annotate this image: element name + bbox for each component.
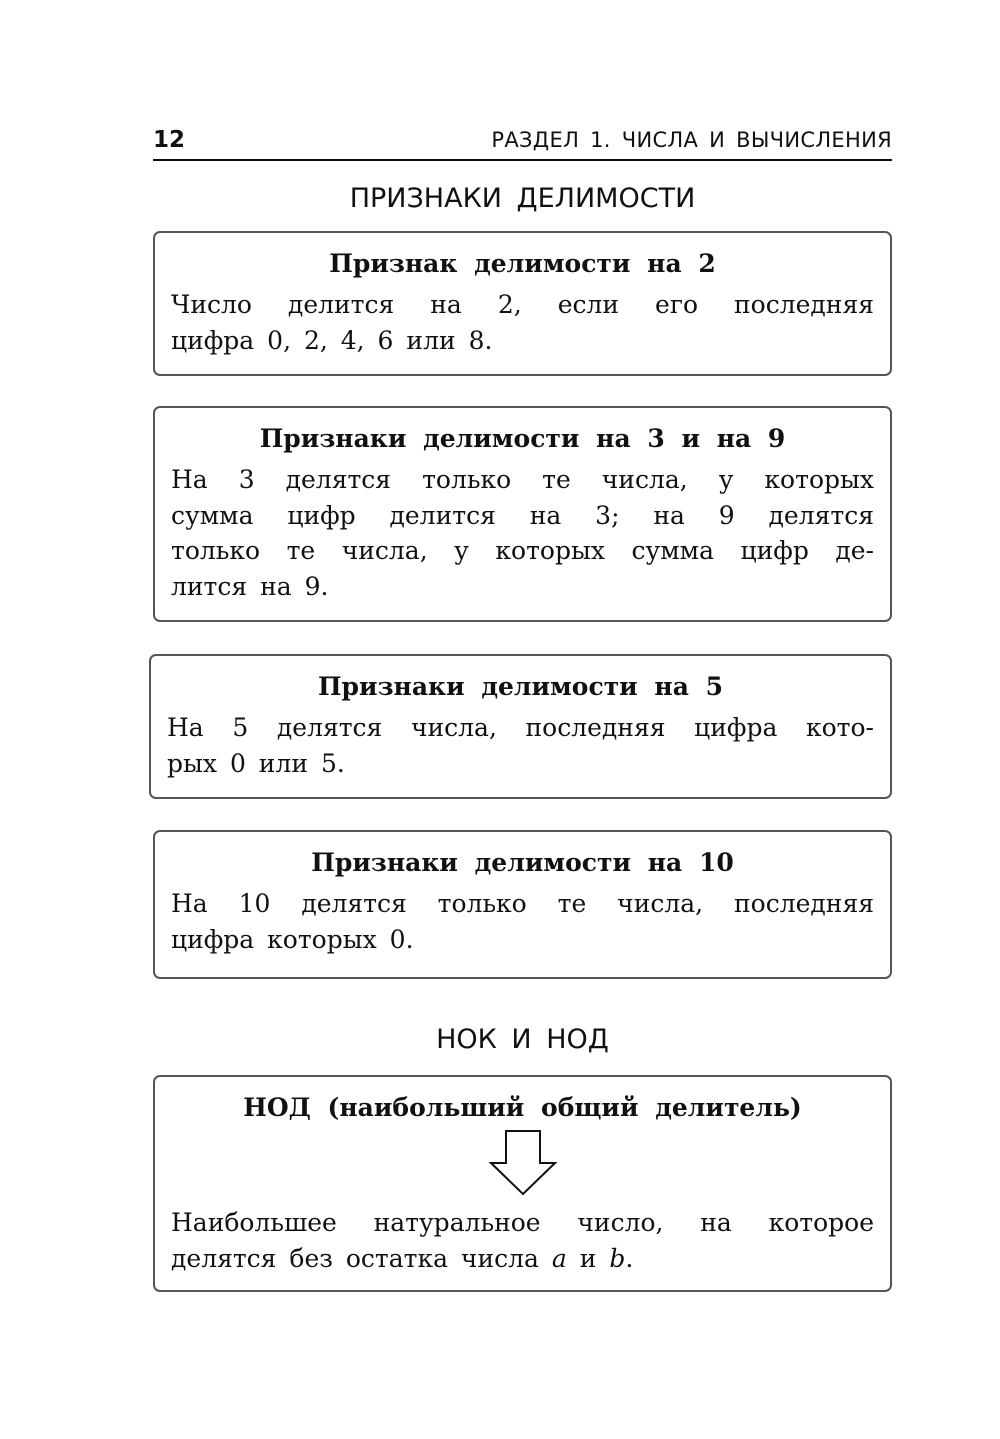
rule-text-line: рых 0 или 5.: [167, 748, 345, 778]
rule-text-line: сумма цифр делится на 3; на 9 делятся: [171, 500, 874, 530]
period: .: [625, 1243, 634, 1273]
rule-title: Признаки делимости на 10: [311, 848, 734, 877]
variable-b: b: [609, 1243, 626, 1273]
rule-text-line: цифра 0, 2, 4, 6 или 8.: [171, 325, 493, 355]
section-title-lcm-gcd: НОК И НОД: [436, 1024, 609, 1055]
page-number: 12: [153, 127, 186, 153]
section-title-divisibility: ПРИЗНАКИ ДЕЛИМОСТИ: [349, 183, 696, 214]
rule-title: Признаки делимости на 3 и на 9: [259, 424, 786, 453]
gcd-definition: [171, 1205, 874, 1276]
gcd-title: НОД (наибольший общий делитель): [243, 1093, 802, 1122]
rule-text-line: Наибольшее натуральное число, на которое: [171, 1208, 874, 1237]
arrow-container: [171, 1129, 874, 1201]
rule-box-gcd: [153, 1075, 892, 1292]
rule-text: [167, 710, 874, 781]
rule-text-line: цифра которых 0.: [171, 924, 414, 954]
down-arrow-icon: [487, 1129, 559, 1197]
rule-title: Признаки делимости на 5: [317, 672, 724, 701]
rule-box-divisible-by-5: [149, 654, 892, 799]
rule-box-divisible-by-2: [153, 231, 892, 376]
rule-text-line: Число делится на 2, если его последняя: [171, 290, 874, 319]
rule-text-line: На 10 делятся только те числа, последняя: [171, 889, 874, 918]
rule-text: [171, 886, 874, 957]
rule-text-line: На 5 делятся числа, последняя цифра кото-: [167, 713, 874, 742]
rule-text-line: [171, 1241, 874, 1277]
rule-box-divisible-by-10: [153, 830, 892, 979]
header-rule: [153, 159, 892, 161]
rule-text-line: На 3 делятся только те числа, у которых: [171, 465, 874, 494]
conjunction: и: [579, 1243, 597, 1273]
rule-text: [171, 287, 874, 358]
rule-text: [171, 462, 874, 604]
rule-text-line: только те числа, у которых сумма цифр де-: [171, 536, 874, 565]
variable-a: a: [551, 1243, 567, 1273]
running-header: РАЗДЕЛ 1. ЧИСЛА И ВЫЧИСЛЕНИЯ: [491, 128, 892, 152]
rule-text-line: лится на 9.: [171, 571, 329, 601]
gcd-line2-prefix: делятся без остатка числа: [171, 1243, 539, 1273]
rule-box-divisible-by-3-and-9: [153, 406, 892, 622]
rule-title: Признак делимости на 2: [329, 249, 716, 278]
